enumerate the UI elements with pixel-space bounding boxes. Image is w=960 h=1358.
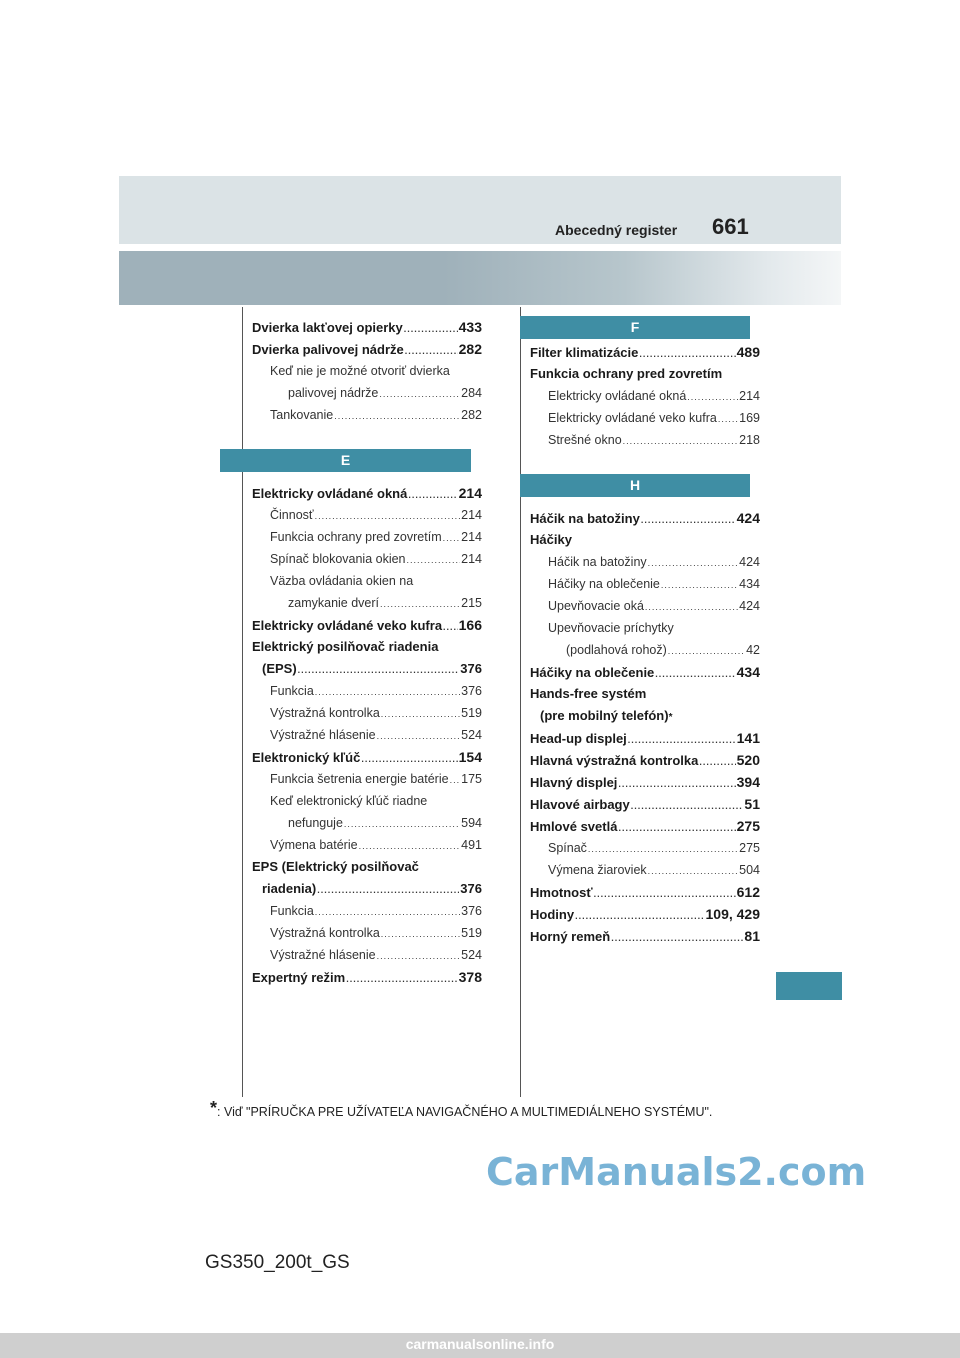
index-entry-text: Horný remeň xyxy=(530,929,611,944)
index-entry xyxy=(252,592,482,614)
index-entry-page: 520 xyxy=(736,752,760,768)
index-entry-text: Háčiky xyxy=(530,532,572,547)
index-entry xyxy=(530,661,760,683)
index-entry xyxy=(252,680,482,702)
leader-dots xyxy=(315,901,460,922)
index-entry-page: 519 xyxy=(461,706,482,720)
index-entry-page: 434 xyxy=(739,577,760,591)
index-entry xyxy=(252,724,482,746)
leader-dots xyxy=(645,596,738,617)
index-entry-text: Elektronický kľúč xyxy=(252,750,361,765)
index-entry-page: 141 xyxy=(736,730,760,746)
index-entry xyxy=(530,551,760,573)
index-entry-text: Hodiny xyxy=(530,907,575,922)
index-entry-text: Tankovanie xyxy=(270,408,334,422)
index-entry-text: Elektricky ovládané okná xyxy=(252,486,408,501)
leader-dots xyxy=(377,945,461,966)
index-entry xyxy=(252,570,482,592)
index-entry xyxy=(252,636,482,658)
index-entry-page: 376 xyxy=(461,904,482,918)
leader-dots xyxy=(668,640,745,661)
index-entry-page: 175 xyxy=(461,772,482,786)
index-entry-page: 169 xyxy=(739,411,760,425)
index-entry-page: 214 xyxy=(458,485,482,501)
index-entry-text: Háčiky na oblečenie xyxy=(548,577,660,591)
index-entry-text: Výmena žiaroviek xyxy=(548,863,647,877)
index-entry-text: Upevňovacie oká xyxy=(548,599,644,613)
entries-group xyxy=(530,507,760,947)
right-column xyxy=(530,316,760,947)
index-entry xyxy=(530,749,760,771)
index-entry-page: 275 xyxy=(736,818,760,834)
index-entry-page: 434 xyxy=(736,664,760,680)
index-entry-text: Výmena batérie xyxy=(270,838,358,852)
index-entry xyxy=(252,878,482,900)
index-entry xyxy=(252,526,482,548)
index-entry-text: Spínač blokovania okien xyxy=(270,552,406,566)
index-entry xyxy=(530,837,760,859)
index-entry-text: (pre mobilný telefón) xyxy=(540,708,669,723)
leader-dots xyxy=(661,574,738,595)
index-entry xyxy=(252,702,482,724)
index-entry-page: 284 xyxy=(461,386,482,400)
index-entry xyxy=(530,407,760,429)
index-entry-page: 376 xyxy=(460,661,482,676)
index-entry xyxy=(530,429,760,451)
leader-dots xyxy=(450,769,461,790)
leader-dots xyxy=(655,663,735,683)
index-entry-text: Funkcia xyxy=(270,684,314,698)
leader-dots xyxy=(718,408,738,429)
index-entry xyxy=(530,925,760,947)
watermark-logo: CarManuals2.com xyxy=(486,1150,867,1194)
index-entry xyxy=(530,727,760,749)
index-entry-page: 282 xyxy=(461,408,482,422)
index-entry xyxy=(530,881,760,903)
index-entry xyxy=(252,504,482,526)
index-entry-page: 612 xyxy=(736,884,760,900)
leader-dots xyxy=(344,813,460,834)
index-entry-page: 109, 429 xyxy=(705,906,760,922)
index-entry-text: Elektricky ovládané veko kufra xyxy=(252,618,443,633)
index-entry xyxy=(252,658,482,680)
leader-dots xyxy=(443,527,461,548)
index-entry-text: Výstražná kontrolka xyxy=(270,926,380,940)
index-entry-page: 214 xyxy=(461,552,482,566)
index-entry-page: 424 xyxy=(736,510,760,526)
index-entry-page: 504 xyxy=(739,863,760,877)
index-entry-page: 376 xyxy=(461,684,482,698)
index-entry xyxy=(252,404,482,426)
index-entry-page: 282 xyxy=(458,341,482,357)
index-entry xyxy=(252,856,482,878)
index-entry-text: Háčiky na oblečenie xyxy=(530,665,655,680)
index-entry-text: Elektrický posilňovač riadenia xyxy=(252,639,439,654)
leader-dots xyxy=(404,318,458,338)
index-entry-text: Hmotnosť xyxy=(530,885,593,900)
index-entry xyxy=(252,338,482,360)
index-entry-text: riadenia) xyxy=(262,881,317,896)
leader-dots xyxy=(623,430,738,451)
leader-dots xyxy=(631,795,744,815)
leader-dots xyxy=(315,505,461,526)
index-entry-page: 218 xyxy=(739,433,760,447)
index-entry-text: Upevňovacie príchytky xyxy=(548,621,674,635)
index-entry-text: zamykanie dverí xyxy=(288,596,380,610)
index-entry-page: 214 xyxy=(461,530,482,544)
footnote-mark: * xyxy=(210,1098,218,1118)
index-entry-text: Hlavové airbagy xyxy=(530,797,630,812)
index-entry xyxy=(530,903,760,925)
leader-dots xyxy=(588,838,738,859)
leader-dots xyxy=(380,593,460,614)
index-entry-text: Dvierka palivovej nádrže xyxy=(252,342,404,357)
leader-dots xyxy=(618,817,735,837)
leader-dots xyxy=(594,883,736,903)
index-entry-text: Strešné okno xyxy=(548,433,622,447)
index-entry-text: palivovej nádrže xyxy=(288,386,379,400)
footnote xyxy=(210,1098,712,1119)
model-code: GS350_200t_GS xyxy=(205,1252,350,1273)
leader-dots xyxy=(381,923,460,944)
leader-dots xyxy=(687,386,738,407)
index-entry-page: 424 xyxy=(739,599,760,613)
index-entry-text: Činnosť xyxy=(270,508,314,522)
chapter-tab xyxy=(776,972,842,1000)
index-entry xyxy=(252,614,482,636)
index-entry-page: 524 xyxy=(461,948,482,962)
index-entry xyxy=(530,363,760,385)
index-entry xyxy=(530,385,760,407)
index-entry xyxy=(530,595,760,617)
index-entry-text: Spínač xyxy=(548,841,587,855)
index-entry-page: 215 xyxy=(461,596,482,610)
index-entry-page: 491 xyxy=(461,838,482,852)
index-entry xyxy=(530,793,760,815)
index-entry xyxy=(252,812,482,834)
index-entry-text: Výstražná kontrolka xyxy=(270,706,380,720)
index-entry-text: Hmlové svetlá xyxy=(530,819,618,834)
index-entry xyxy=(252,382,482,404)
leader-dots xyxy=(317,879,459,900)
leader-dots xyxy=(611,927,743,947)
index-entry-text: Funkcia šetrenia energie batérie xyxy=(270,772,449,786)
index-entry xyxy=(252,922,482,944)
index-entry xyxy=(530,617,760,639)
leader-dots xyxy=(641,509,736,529)
footnote-text: : Viď "PRÍRUČKA PRE UŽÍVATEĽA NAVIGAČNÉHO A MULTIMEDIÁLNEHO SYSTÉMU". xyxy=(217,1105,713,1119)
right-column-rule xyxy=(520,307,521,1097)
index-entry-text: Hlavný displej xyxy=(530,775,618,790)
index-entry-text: Head-up displej xyxy=(530,731,627,746)
leader-dots xyxy=(639,343,735,363)
index-entry-text: (EPS) xyxy=(262,661,297,676)
index-entry xyxy=(530,573,760,595)
entries-group xyxy=(252,316,482,426)
index-entry-text: Funkcia ochrany pred zovretím xyxy=(270,530,442,544)
index-entry-text: Výstražné hlásenie xyxy=(270,948,376,962)
index-entry xyxy=(530,341,760,363)
index-entry-page: 378 xyxy=(458,969,482,985)
index-entry-text: Väzba ovládania okien na xyxy=(270,574,414,588)
index-entry-page: 214 xyxy=(739,389,760,403)
index-entry xyxy=(252,360,482,382)
page-number: 661 xyxy=(712,214,749,239)
left-column-rule xyxy=(242,307,243,1097)
index-entry-page: 594 xyxy=(461,816,482,830)
index-entry-text: Funkcia ochrany pred zovretím xyxy=(530,366,723,381)
leader-dots xyxy=(443,616,458,636)
index-entry: (pre mobilný telefón) * xyxy=(530,705,760,727)
leader-dots xyxy=(381,703,460,724)
section-heading-f: F xyxy=(520,316,750,339)
leader-dots xyxy=(379,383,460,404)
leader-dots xyxy=(575,905,704,925)
index-entry xyxy=(252,316,482,338)
index-entry-text: Hlavná výstražná kontrolka xyxy=(530,753,699,768)
leader-dots xyxy=(359,835,461,856)
index-entry-text: Háčik na batožiny xyxy=(548,555,647,569)
index-entry-text: Keď elektronický kľúč riadne xyxy=(270,794,428,808)
index-entry-text: Hands-free systém xyxy=(530,686,647,701)
index-entry-text: Dvierka lakťovej opierky xyxy=(252,320,403,335)
leader-dots xyxy=(699,751,735,771)
leader-dots xyxy=(618,773,735,793)
index-entry-text: Funkcia xyxy=(270,904,314,918)
index-entry xyxy=(252,746,482,768)
leader-dots xyxy=(405,340,458,360)
section-heading-e: E xyxy=(220,449,471,472)
leader-dots xyxy=(315,681,460,702)
index-entry-text: (podlahová rohož) xyxy=(566,643,667,657)
index-entry-page: 433 xyxy=(458,319,482,335)
index-entry-text: Elektricky ovládané veko kufra xyxy=(548,411,717,425)
index-entry xyxy=(530,683,760,705)
leader-dots xyxy=(407,549,461,570)
leader-dots xyxy=(377,725,461,746)
leader-dots xyxy=(346,968,457,988)
index-entry-text: nefunguje xyxy=(288,816,343,830)
section-heading-h: H xyxy=(520,474,750,497)
index-entry xyxy=(252,482,482,504)
index-entry xyxy=(252,900,482,922)
index-entry-page: 154 xyxy=(458,749,482,765)
leader-dots xyxy=(648,860,738,881)
leader-dots xyxy=(628,729,736,749)
bottom-watermark: carmanualsonline.info xyxy=(405,1336,555,1352)
index-entry-page: 489 xyxy=(736,344,760,360)
index-entry-page: 376 xyxy=(460,881,482,896)
index-entry-page: 524 xyxy=(461,728,482,742)
index-entry xyxy=(530,507,760,529)
index-entry xyxy=(530,815,760,837)
left-column xyxy=(252,316,482,988)
index-entry xyxy=(252,944,482,966)
index-entry-page: 394 xyxy=(736,774,760,790)
header-band xyxy=(119,251,841,305)
index-entry-text: Elektricky ovládané okná xyxy=(548,389,687,403)
index-entry-page: 424 xyxy=(739,555,760,569)
index-entry-text: EPS (Elektrický posilňovač xyxy=(252,859,419,874)
index-entry xyxy=(252,966,482,988)
index-entry-page: 166 xyxy=(458,617,482,633)
index-entry-page: 214 xyxy=(461,508,482,522)
index-entry-page: 275 xyxy=(739,841,760,855)
index-entry-text: Expertný režim xyxy=(252,970,346,985)
index-entry-page: 51 xyxy=(744,796,760,812)
index-entry xyxy=(252,790,482,812)
leader-dots xyxy=(408,484,457,504)
index-entry-page: 81 xyxy=(744,928,760,944)
entries-group xyxy=(252,482,482,988)
index-entry xyxy=(530,639,760,661)
index-entry-page: 519 xyxy=(461,926,482,940)
index-entry xyxy=(252,834,482,856)
leader-dots xyxy=(298,659,460,680)
index-entry xyxy=(530,771,760,793)
leader-dots xyxy=(361,748,457,768)
leader-dots xyxy=(334,405,460,426)
index-entry-page: 42 xyxy=(746,643,760,657)
index-entry xyxy=(252,548,482,570)
page-title: Abecedný register xyxy=(555,222,678,238)
index-entry-text: Keď nie je možné otvoriť dvierka xyxy=(270,364,450,378)
index-entry-text: Háčik na batožiny xyxy=(530,511,640,526)
index-entry xyxy=(252,768,482,790)
index-entry xyxy=(530,859,760,881)
leader-dots xyxy=(648,552,738,573)
index-entry-text: Výstražné hlásenie xyxy=(270,728,376,742)
index-entry xyxy=(530,529,760,551)
entries-group xyxy=(530,341,760,451)
index-entry-text: Filter klimatizácie xyxy=(530,345,639,360)
